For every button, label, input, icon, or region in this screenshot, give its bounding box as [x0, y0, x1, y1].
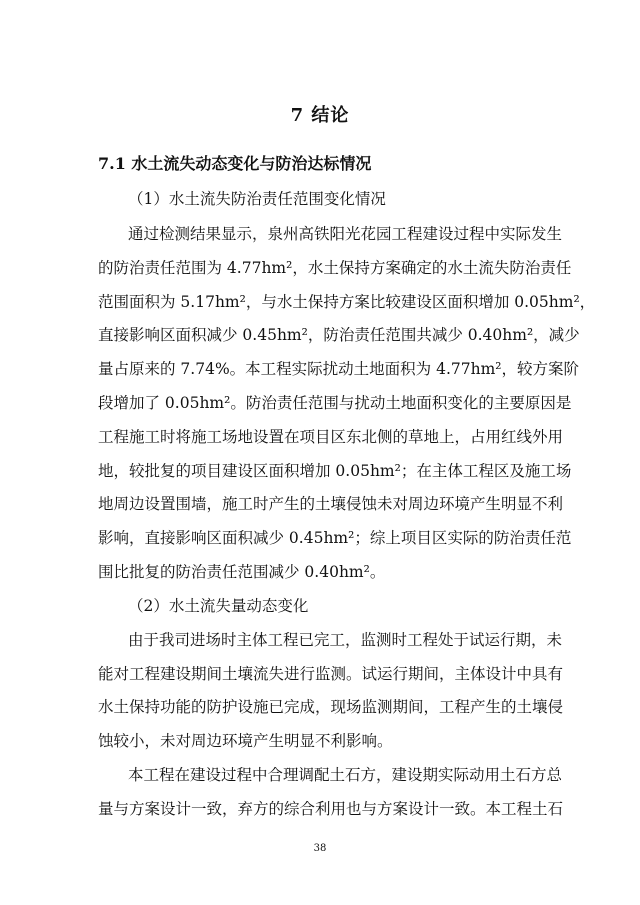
subsection-heading-responsibility-scope: （1）水土流失防治责任范围变化情况 — [128, 190, 386, 208]
chapter-title: 7 结论 — [290, 105, 350, 126]
page-number: 38 — [313, 843, 327, 854]
paragraph-line: 能对工程建设期间土壤流失进行监测。试运行期间，主体设计中具有 — [98, 665, 564, 683]
paragraph-line: 蚀较小，未对周边环境产生明显不利影响。 — [98, 732, 393, 750]
paragraph-line: 地，较批复的项目建设区面积增加 0.05hm²；在主体工程区及施工场 — [98, 462, 572, 480]
paragraph-line: 工程施工时将施工场地设置在项目区东北侧的草地上，占用红线外用 — [98, 428, 564, 446]
paragraph-line: 围比批复的防治责任范围减少 0.40hm²。 — [98, 563, 386, 581]
paragraph-line: 本工程在建设过程中合理调配土石方，建设期实际动用土石方总 — [128, 766, 563, 784]
paragraph-line: 的防治责任范围为 4.77hm²，水土保持方案确定的水土流失防治责任 — [98, 259, 572, 277]
paragraph-line: 直接影响区面积减少 0.45hm²，防治责任范围共减少 0.40hm²，减少 — [98, 326, 580, 344]
paragraph-line: 由于我司进场时主体工程已完工，监测时工程处于试运行期，未 — [128, 631, 563, 649]
paragraph-line: 范围面积为 5.17hm²，与水土保持方案比较建设区面积增加 0.05hm²， — [98, 293, 596, 311]
paragraph-line: 量占原来的 7.74%。本工程实际扰动土地面积为 4.77hm²，较方案阶 — [98, 360, 580, 378]
paragraph-line: 通过检测结果显示，泉州高铁阳光花园工程建设过程中实际发生 — [128, 225, 563, 243]
section-title: 7.1 水土流失动态变化与防治达标情况 — [98, 154, 372, 173]
paragraph-line: 量与方案设计一致，弃方的综合利用也与方案设计一致。本工程土石 — [98, 800, 564, 818]
paragraph-line: 影响，直接影响区面积减少 0.45hm²；综上项目区实际的防治责任范 — [98, 529, 572, 547]
subsection-heading-soil-loss: （2）水土流失量动态变化 — [128, 597, 309, 615]
paragraph-line: 地周边设置围墙，施工时产生的土壤侵蚀未对周边环境产生明显不利 — [98, 495, 564, 513]
paragraph-line: 段增加了 0.05hm²。防治责任范围与扰动土地面积变化的主要原因是 — [98, 394, 572, 412]
paragraph-line: 水土保持功能的防护设施已完成，现场监测期间，工程产生的土壤侵 — [98, 698, 564, 716]
